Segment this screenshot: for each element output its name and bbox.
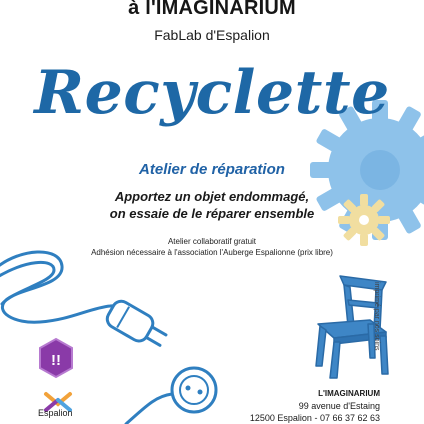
socket-icon xyxy=(126,368,216,424)
power-cord-icon xyxy=(0,238,240,424)
venue-name: L'IMAGINARIUM xyxy=(318,389,380,398)
venue-title: à l'IMAGINARIUM xyxy=(128,0,296,19)
fablab-hex-icon xyxy=(38,338,74,378)
tagline-line: Apportez un objet endommagé, xyxy=(114,189,310,204)
details-line: Adhésion nécessaire à l'association l'Auberge Espalionne (prix libre) xyxy=(91,248,333,257)
address-block xyxy=(250,388,380,424)
main-title: Recyclette xyxy=(34,58,390,128)
venue-street: 99 avenue d'Estaing xyxy=(298,401,380,411)
espalion-logo-label: Espalion xyxy=(38,408,73,418)
tagline-line: on essaie de le réparer ensemble xyxy=(109,206,315,221)
plug-icon xyxy=(104,298,170,352)
venue-city: 12500 Espalion - 07 66 37 62 63 xyxy=(249,413,380,423)
printed-note: imprimé par nos soins xyxy=(373,282,380,351)
venue-subtitle: FabLab d'Espalion xyxy=(154,27,270,43)
details-line: Atelier collaboratif gratuit xyxy=(167,237,257,246)
tagline xyxy=(0,188,424,222)
event-type: Atelier de réparation xyxy=(139,161,285,178)
svg-text:!!: !! xyxy=(51,352,61,369)
